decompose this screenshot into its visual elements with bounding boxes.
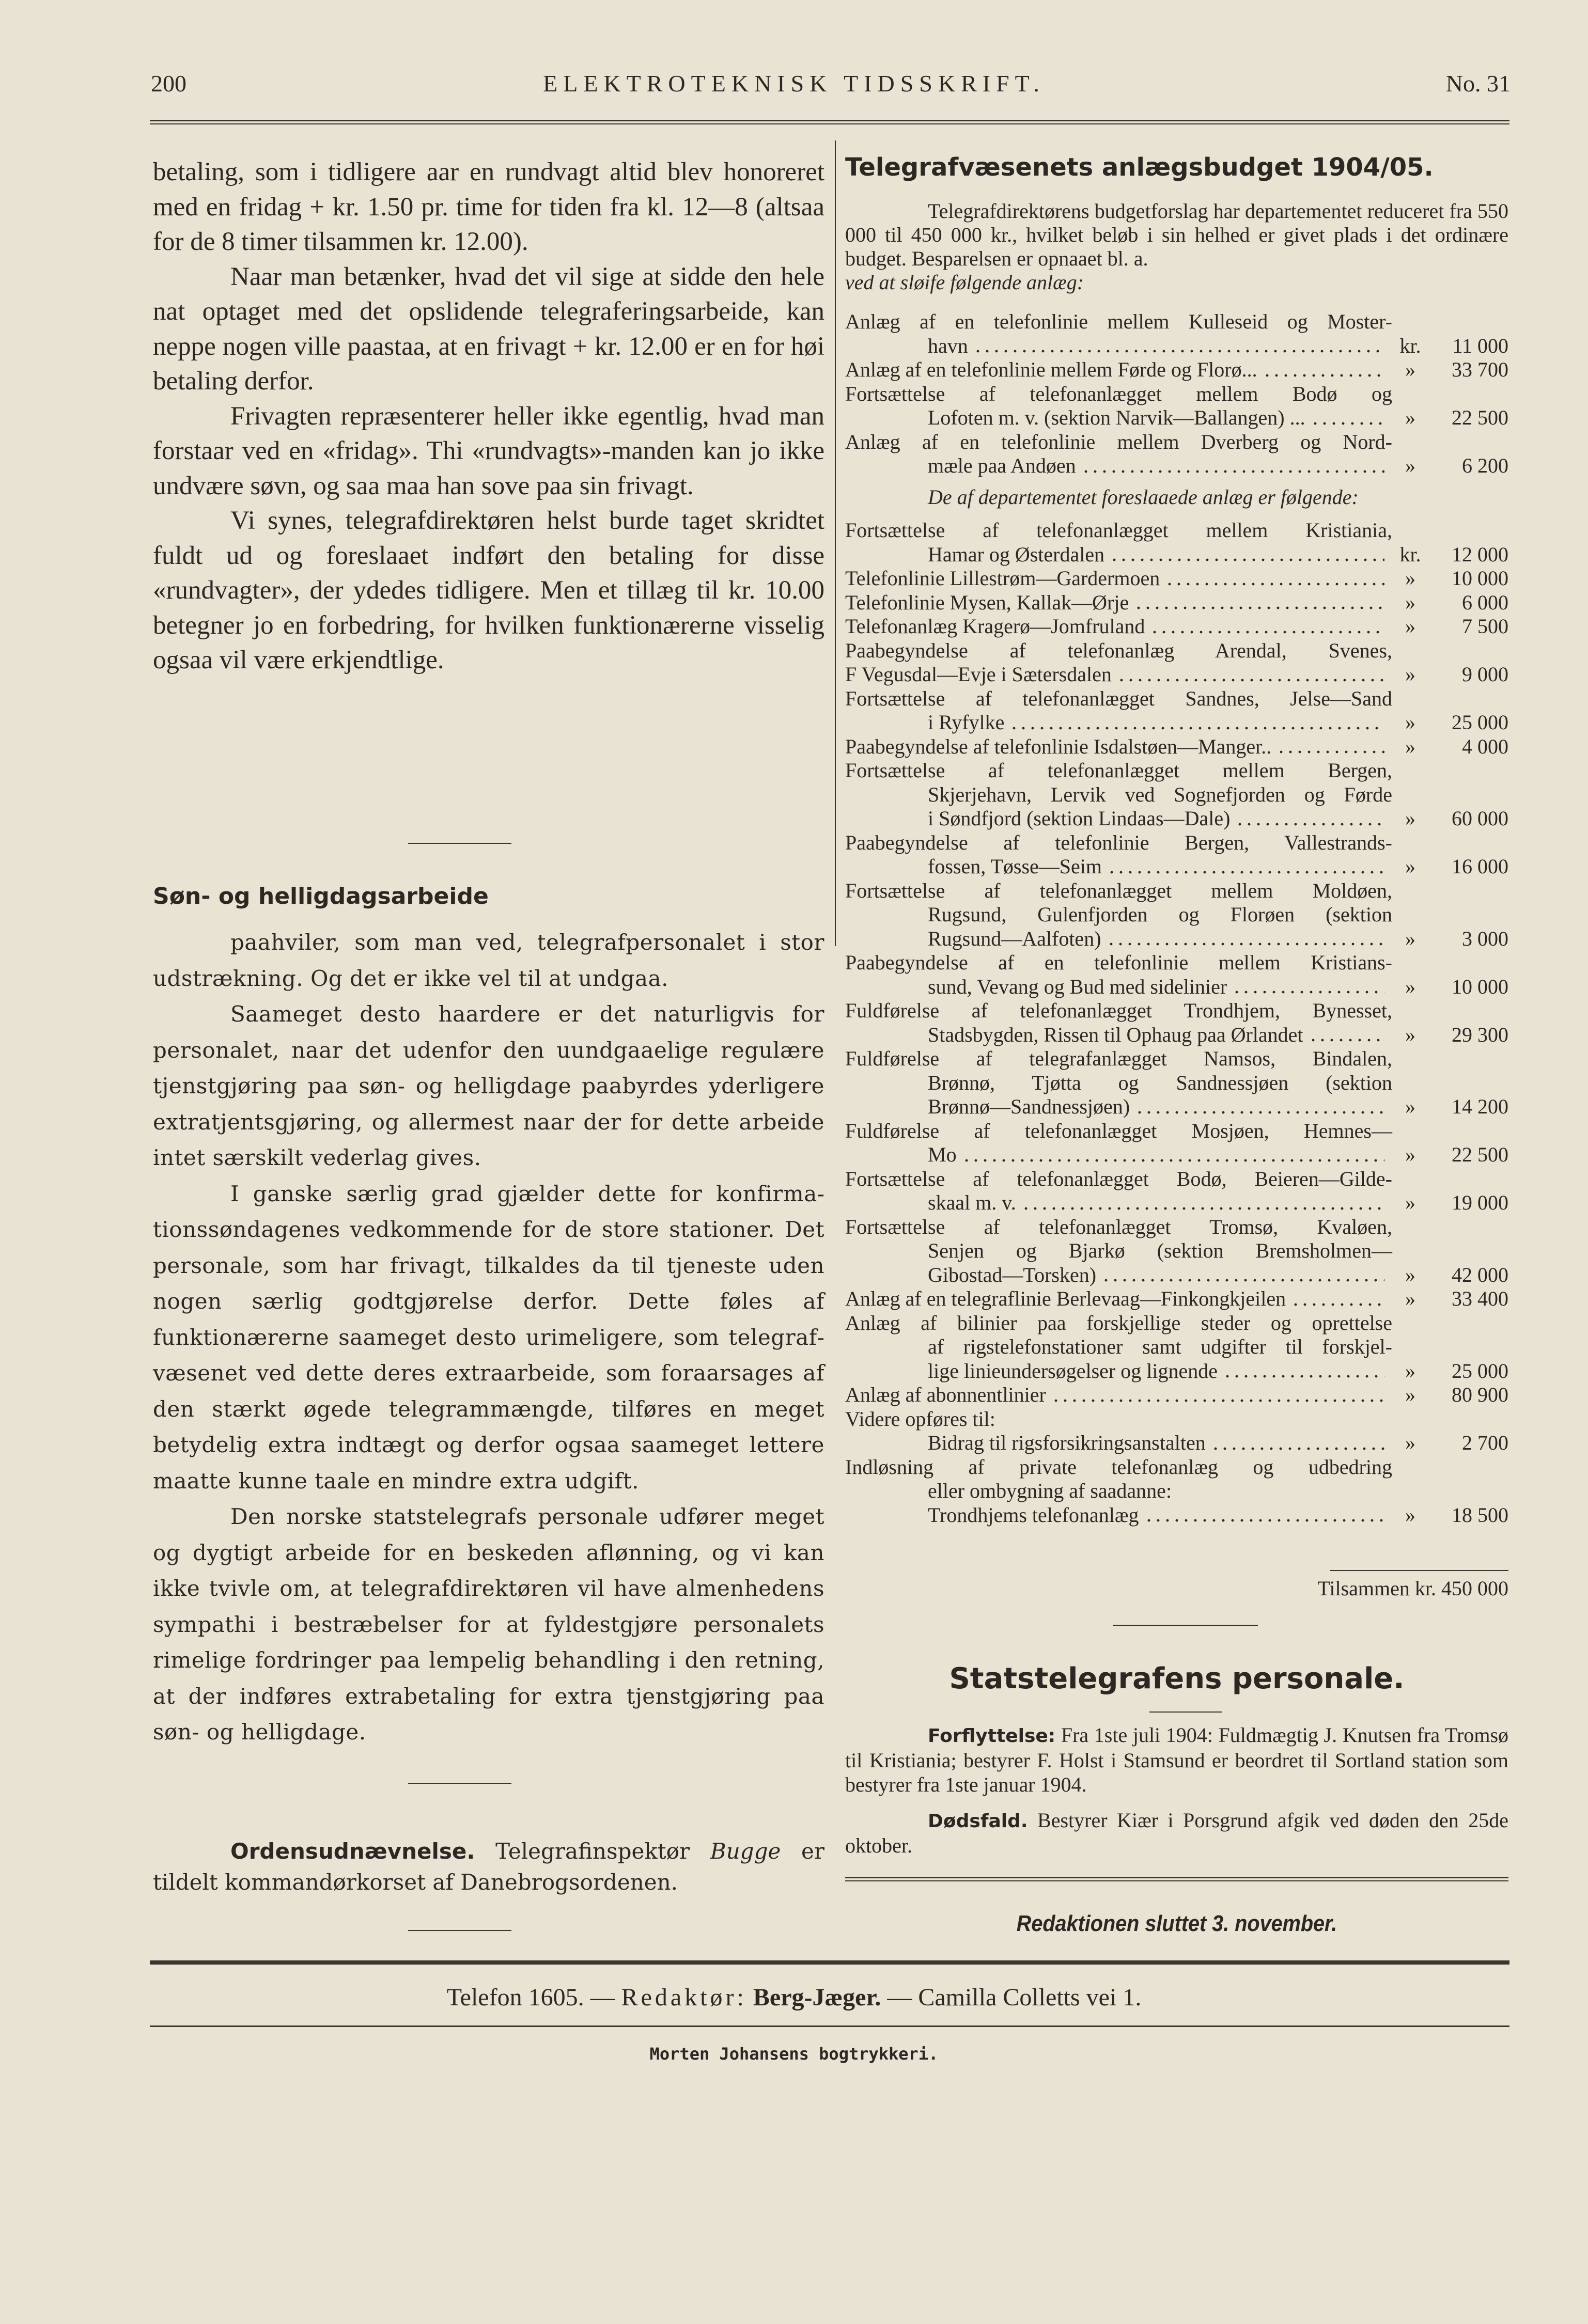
budget-line: Fortsættelse af telefonanlægget mellem Bodø og <box>845 382 1392 405</box>
issue-number: No. 31 <box>1445 70 1511 97</box>
budget-unit: » <box>1405 1143 1415 1166</box>
budget-item <box>845 687 1508 735</box>
budget-unit: » <box>1405 663 1415 686</box>
budget-item <box>845 591 1508 615</box>
budget-line: Anlæg af en telefonlinie mellem Kulleseid og Moster- <box>845 310 1392 333</box>
budget-item <box>845 310 1508 358</box>
budget-line <box>845 735 1508 759</box>
budget-line: Fortsættelse af telefonanlægget Tromsø, Kvaløen, <box>845 1215 1392 1238</box>
total-rule <box>1330 1570 1508 1571</box>
budget-item <box>845 1455 1508 1503</box>
dot-leader <box>1311 421 1384 426</box>
dot-leader <box>973 349 1384 354</box>
budget-unit: » <box>1405 807 1415 830</box>
budget-line: Paabegyndelse af en telefonlinie mellem Kristians- <box>845 951 1392 974</box>
budget-unit: » <box>1405 927 1415 950</box>
budget-total <box>845 1576 1508 1600</box>
paragraph: I ganske særlig grad gjælder dette for konfirmationssøndagenes vedkommende for de store stationer. Det personale, som har frivagt, tilkaldes da til tjeneste uden nogen særlig godtgjørelse derfor. Dette føles af funktionærerne saameget desto urimeligere, som telegrafvæsenet ved dette deres extraarbeide, som foraarsages af den stærkt øgede telegrammængde, tilføres en meget betydelig extra indtægt og derfor ogsaa saameget lettere maatte kunne taale en mindre extra udgift. <box>153 1181 824 1494</box>
budget-unit: » <box>1405 1359 1415 1383</box>
budget-item <box>845 382 1508 430</box>
budget-amount: 2 700 <box>1462 1431 1508 1454</box>
budget-item <box>845 1287 1508 1311</box>
dot-leader <box>1211 1446 1384 1451</box>
total-amount: 450 000 <box>1441 1577 1508 1600</box>
dot-leader <box>1051 1398 1384 1403</box>
budget-amount: 10 000 <box>1452 975 1508 998</box>
budget-line <box>845 406 1508 430</box>
section-divider <box>1113 1625 1258 1626</box>
budget-line-text: Anlæg af abonnentlinier <box>845 1383 1046 1406</box>
dot-leader <box>1110 557 1384 562</box>
budget-line: Indløsning af private telefonanlæg og udbedring <box>845 1455 1392 1479</box>
budget-amount: 7 500 <box>1462 615 1508 638</box>
budget-item <box>845 831 1508 879</box>
budget-unit: » <box>1405 1431 1415 1454</box>
budget-line: Fortsættelse af telefonanlægget mellem Kristiania, <box>845 519 1392 542</box>
budget-unit: » <box>1405 711 1415 734</box>
column-divider <box>835 140 836 946</box>
transfer-text: Fra 1ste juli 1904: Fuldmægtig J. Knutsen fra Tromsø til Kristiania; bestyrer F. Holst i Stamsund er beordret til Sortland station som bestyrer fra 1ste januar 1904. <box>845 1723 1509 1796</box>
budget-line-text: fossen, Tøsse—Seim <box>928 855 1102 878</box>
order-label: Ordensudnævnelse. <box>230 1839 475 1864</box>
order-announcement <box>153 1836 824 1898</box>
budget-line-text: skaal m. v. <box>928 1191 1016 1214</box>
budget-line: Fuldførelse af telegrafanlægget Namsos, Bindalen, <box>845 1047 1392 1070</box>
budget-line <box>845 358 1508 382</box>
dot-leader <box>1150 630 1384 635</box>
budget-unit: » <box>1405 406 1415 429</box>
dot-leader <box>1101 1278 1384 1283</box>
budget-amount: 60 000 <box>1452 807 1508 830</box>
budget-amount: 12 000 <box>1452 542 1508 566</box>
budget-unit: » <box>1405 358 1415 381</box>
budget-line <box>845 1095 1508 1119</box>
budget-line <box>845 855 1508 879</box>
budget-unit: » <box>1405 590 1415 614</box>
budget-line <box>845 1023 1508 1047</box>
budget-item <box>845 1311 1508 1384</box>
section-divider <box>408 1930 511 1931</box>
budget-amount: 80 900 <box>1452 1383 1508 1406</box>
budget-amount: 14 200 <box>1452 1095 1508 1118</box>
budget-intro-italic: ved at sløife følgende anlæg: <box>845 271 1084 294</box>
budget-line <box>845 711 1508 735</box>
budget-amount: 6 200 <box>1462 454 1508 477</box>
budget-unit: » <box>1405 855 1415 878</box>
budget-line <box>845 1191 1508 1215</box>
budget-line-text: sund, Vevang og Bud med sidelinier <box>928 975 1227 998</box>
budget-unit: » <box>1405 975 1415 998</box>
budget-line-text: mæle paa Andøen <box>928 454 1076 477</box>
budget-item <box>845 358 1508 382</box>
budget-amount: 16 000 <box>1452 855 1508 878</box>
budget-line-text: F Vegusdal—Evje i Sætersdalen <box>845 663 1112 686</box>
paragraph: Vi synes, telegrafdirektøren helst burde taget skridtet fuldt ud og foreslaaet indført den betaling for disse «rundvagter», der ydedes tidligere. Men et tillæg til kr. 10.00 betegner jo en forbedring, for hvilken funktionærerne visselig ogsaa vil være erkjendtlige. <box>153 506 824 674</box>
dot-leader <box>1276 749 1384 755</box>
journal-title: ELEKTROTEKNISK TIDSSKRIFT. <box>543 70 1045 97</box>
budget-title: Telegrafvæsenets anlægsbudget 1904/05. <box>845 153 1434 182</box>
budget-item <box>845 1431 1508 1455</box>
footer-phone: Telefon 1605. — <box>446 1984 615 2011</box>
dot-leader <box>1263 373 1384 378</box>
budget-line: Fortsættelse af telefonanlægget mellem Bergen, <box>845 759 1392 782</box>
budget-line <box>845 567 1508 591</box>
budget-line <box>845 927 1508 951</box>
page-number: 200 <box>151 70 186 97</box>
budget-line: Paabegyndelse af telefonanlæg Arendal, Svenes, <box>845 638 1392 662</box>
budget-line-text: Gibostad—Torsken) <box>928 1263 1097 1286</box>
closing-note: Redaktionen sluttet 3. november. <box>1016 1911 1337 1936</box>
budget-amount: 33 700 <box>1452 358 1508 381</box>
budget-line <box>845 454 1508 478</box>
budget-line <box>845 334 1508 358</box>
budget-line: Paabegyndelse af telefonlinie Bergen, Vallestrands- <box>845 830 1392 854</box>
section-divider <box>408 843 511 844</box>
budget-line <box>845 615 1508 639</box>
budget-amount: 25 000 <box>1452 1359 1508 1383</box>
footer-thick-rule <box>150 1960 1509 1965</box>
dot-leader <box>1134 605 1384 610</box>
budget-line-text: i Søndfjord (sektion Lindaas—Dale) <box>928 807 1231 830</box>
budget-unit: » <box>1405 1095 1415 1118</box>
proposed-heading: De af departementet foreslaaede anlæg er følgende: <box>928 485 1359 509</box>
article-sunday-work <box>153 924 824 1750</box>
paragraph: betaling, som i tidligere aar en rundvagt altid blev honoreret med en fridag + kr. 1.50 pr. time for tiden fra kl. 12—8 (altsaa for de 8 timer tilsammen kr. 12.00). <box>153 158 824 256</box>
budget-amount: 18 500 <box>1452 1503 1508 1527</box>
budget-line-text: Anlæg af en telegraflinie Berlevaag—Finkongkjeilen <box>845 1287 1286 1310</box>
dot-leader <box>1223 1374 1384 1379</box>
budget-item <box>845 1407 1508 1432</box>
dot-leader <box>1235 822 1384 827</box>
budget-line-text: Stadsbygden, Rissen til Ophaug paa Ørlandet <box>928 1023 1303 1046</box>
budget-amount: 19 000 <box>1452 1191 1508 1214</box>
budget-line-text: Bidrag til rigsforsikringsanstalten <box>928 1431 1206 1454</box>
budget-amount: 29 300 <box>1452 1023 1508 1046</box>
budget-unit: kr. <box>1399 542 1421 566</box>
budget-line: Brønnø, Tjøtta og Sandnessjøen (sektion <box>928 1071 1392 1094</box>
budget-amount: 11 000 <box>1452 334 1508 357</box>
budget-line <box>845 1503 1508 1528</box>
budget-line <box>845 1359 1508 1384</box>
budget-line: Fortsættelse af telefonanlægget Sandnes, Jelse—Sand <box>845 686 1392 710</box>
footer-rule <box>150 2025 1509 2027</box>
section-divider <box>408 1783 511 1784</box>
budget-line-text: lige linieundersøgelser og lignende <box>928 1359 1218 1383</box>
budget-amount: 6 000 <box>1462 590 1508 614</box>
budget-item <box>845 430 1508 478</box>
budget-amount: 42 000 <box>1452 1263 1508 1286</box>
budget-line: af rigstelefonstationer samt udgifter til forskjel- <box>928 1335 1392 1358</box>
budget-amount: 33 400 <box>1452 1287 1508 1310</box>
budget-unit: » <box>1405 1287 1415 1310</box>
budget-line-text: Rugsund—Aalfoten) <box>928 927 1101 950</box>
budget-line <box>845 1431 1508 1455</box>
budget-line: Rugsund, Gulenfjorden og Florøen (sektion <box>928 903 1392 926</box>
budget-unit: » <box>1405 1023 1415 1046</box>
budget-item <box>845 735 1508 759</box>
header-double-rule <box>150 120 1509 124</box>
paragraph: Den norske statstelegrafs personale udfører meget og dygtigt arbeide for en beskeden aflønning, og vi kan ikke tvivle om, at telegrafdirektøren vil have almenhedens sympathi i bestræbelser for at fyldestgjøre personalets rimelige fordringer paa lempelig behandling i den retning, at der indføres extrabetaling for extra tjenstgjøring paa søn- og helligdage. <box>153 1504 824 1745</box>
budget-amount: 22 500 <box>1452 406 1508 429</box>
budget-line-text: havn <box>928 334 968 357</box>
paragraph: Naar man betænker, hvad det vil sige at sidde den hele nat optaget med det opslidende telegraferingsarbeide, kan neppe nogen ville paastaa, at en frivagt + kr. 12.00 er en for høi betaling derfor. <box>153 262 824 396</box>
budget-line <box>845 591 1508 615</box>
budget-unit: » <box>1405 454 1415 477</box>
budget-line: Fuldførelse af telefonanlægget Mosjøen, Hemnes— <box>845 1119 1392 1142</box>
death-label: Dødsfald. <box>928 1811 1028 1832</box>
footer-address: — Camilla Colletts vei 1. <box>887 1984 1142 2011</box>
budget-amount: 22 500 <box>1452 1143 1508 1166</box>
budget-line-text: Mo <box>928 1143 957 1166</box>
transfer-label: Forflyttelse: <box>928 1725 1056 1747</box>
budget-item <box>845 999 1508 1047</box>
budget-line <box>845 663 1508 687</box>
budget-unit: » <box>1405 734 1415 758</box>
budget-unit: » <box>1405 615 1415 638</box>
footer-imprint <box>0 1983 1588 2012</box>
budget-line: Skjerjehavn, Lervik ved Sognefjorden og Førde <box>928 782 1392 806</box>
budget-line-text: Hamar og Østerdalen <box>928 542 1105 566</box>
budget-line-text: Lofoten m. v. (sektion Narvik—Ballangen) ... <box>928 406 1305 429</box>
budget-item <box>845 519 1508 567</box>
budget-line: Fortsættelse af telefonanlægget Bodø, Beieren—Gilde- <box>845 1167 1392 1190</box>
budget-amount: 9 000 <box>1462 663 1508 686</box>
dot-leader <box>1117 678 1384 683</box>
budget-line-text: Trondhjems telefonanlæg <box>928 1503 1139 1527</box>
footer-editor-label: Redaktør: <box>621 1984 747 2011</box>
budget-line-text: Anlæg af en telefonlinie mellem Førde og Florø... <box>845 358 1257 381</box>
budget-line <box>845 1263 1508 1287</box>
dot-leader <box>962 1158 1384 1163</box>
budget-item <box>845 1167 1508 1215</box>
paragraph: Saameget desto haardere er det naturligvis for personalet, naar det udenfor den uundgaaelige regulære tjenstgjøring paa søn- og helligdage paabyrdes yderligere extratjentsgjøring, og allermest naar der for dette arbeide intet særskilt vederlag gives. <box>153 1001 824 1170</box>
budget-item <box>845 1215 1508 1287</box>
budget-line: Anlæg af bilinier paa forskjellige steder og oprettelse <box>845 1311 1392 1334</box>
dot-leader <box>1309 1038 1384 1043</box>
footer-editor-name: Berg-Jæger. <box>753 1984 881 2011</box>
dot-leader <box>1135 1110 1384 1115</box>
budget-amount: 3 000 <box>1462 927 1508 950</box>
budget-unit: » <box>1405 1191 1415 1214</box>
order-text: Telegrafinspektør <box>495 1839 690 1864</box>
budget-item <box>845 951 1508 999</box>
budget-line: Videre opføres til: <box>845 1407 995 1431</box>
budget-line-text: Brønnø—Sandnessjøen) <box>928 1095 1130 1118</box>
dot-leader <box>1009 726 1384 731</box>
death-text: Bestyrer Kiær i Porsgrund afgik ved døden den 25de oktober. <box>845 1809 1509 1857</box>
budget-list <box>845 310 1508 1527</box>
dot-leader <box>1107 941 1384 947</box>
transfer-note <box>845 1723 1508 1797</box>
budget-item <box>845 567 1508 591</box>
budget-unit: » <box>1405 1383 1415 1406</box>
budget-item <box>845 759 1508 831</box>
closing-double-rule <box>845 1877 1508 1881</box>
budget-line-text: Paabegyndelse af telefonlinie Isdalstøen—Manger.. <box>845 734 1272 758</box>
dot-leader <box>1291 1302 1384 1307</box>
budget-line: eller ombygning af saadanne: <box>928 1479 1172 1502</box>
budget-unit: » <box>1405 567 1415 590</box>
budget-line <box>845 1287 1508 1311</box>
budget-line-text: Telefonlinie Mysen, Kallak—Ørje <box>845 590 1129 614</box>
order-name: Bugge <box>710 1839 781 1864</box>
budget-line-text: Telefonanlæg Kragerø—Jomfruland <box>845 615 1145 638</box>
dot-leader <box>1232 990 1384 995</box>
budget-item <box>845 879 1508 951</box>
budget-line: Anlæg af en telefonlinie mellem Dverberg og Nord- <box>845 430 1392 453</box>
dot-leader <box>1165 582 1384 587</box>
budget-line: Fuldførelse af telefonanlægget Trondhjem, Bynesset, <box>845 999 1392 1022</box>
budget-unit: kr. <box>1399 334 1421 357</box>
dot-leader <box>1081 469 1384 474</box>
budget-item <box>845 1383 1508 1407</box>
paragraph: paahviler, som man ved, telegrafpersonalet i stor udstrækning. Og det er ikke vel til at undgaa. <box>153 930 824 991</box>
personnel-notes <box>845 1723 1508 1858</box>
budget-line-text: i Ryfylke <box>928 711 1005 734</box>
budget-line <box>845 543 1508 567</box>
budget-intro <box>845 199 1508 294</box>
total-label: Tilsammen kr. <box>1317 1577 1436 1600</box>
dot-leader <box>1144 1518 1385 1523</box>
budget-line: Fortsættelse af telefonanlægget mellem Moldøen, <box>845 878 1392 902</box>
budget-intro-text: Telegrafdirektørens budgetforslag har departementet reduceret fra 550 000 til 450 000 kr., hvilket beløb i sin helhed er givet plads i det ordinære budget. Besparelsen er opnaaet bl. a. <box>845 199 1508 270</box>
budget-line <box>845 1383 1508 1407</box>
budget-amount: 25 000 <box>1452 711 1508 734</box>
dot-leader <box>1021 1206 1384 1211</box>
section-divider <box>1149 1711 1222 1713</box>
budget-amount: 10 000 <box>1452 567 1508 590</box>
budget-line-text: Telefonlinie Lillestrøm—Gardermoen <box>845 567 1160 590</box>
paragraph: Frivagten repræsenterer heller ikke egentlig, hvad man forstaar ved en «fridag». Thi «rundvagts»-manden kan jo ikke undvære søvn, og saa maa han sove paa sin frivagt. <box>153 401 824 500</box>
budget-item <box>845 1503 1508 1528</box>
budget-line: Senjen og Bjarkø (sektion Bremsholmen— <box>928 1239 1392 1262</box>
budget-unit: » <box>1405 1503 1415 1527</box>
order-text: er tildelt kommandørkorset af Danebrogsordenen. <box>153 1839 824 1895</box>
budget-amount: 4 000 <box>1462 734 1508 758</box>
section-heading-sunday-work: Søn- og helligdagsarbeide <box>153 883 489 909</box>
budget-item <box>845 1119 1508 1167</box>
personnel-title: Statstelegrafens personale. <box>949 1662 1405 1695</box>
budget-line <box>845 1143 1508 1167</box>
budget-line <box>845 807 1508 831</box>
budget-item <box>845 1047 1508 1119</box>
article-rundvagt <box>153 155 824 678</box>
budget-unit: » <box>1405 1263 1415 1286</box>
budget-line <box>845 975 1508 999</box>
budget-item <box>845 639 1508 687</box>
dot-leader <box>1107 870 1384 875</box>
death-note <box>845 1808 1508 1858</box>
printer-credit: Morten Johansens bogtrykkeri. <box>649 2044 939 2064</box>
budget-item <box>845 615 1508 639</box>
